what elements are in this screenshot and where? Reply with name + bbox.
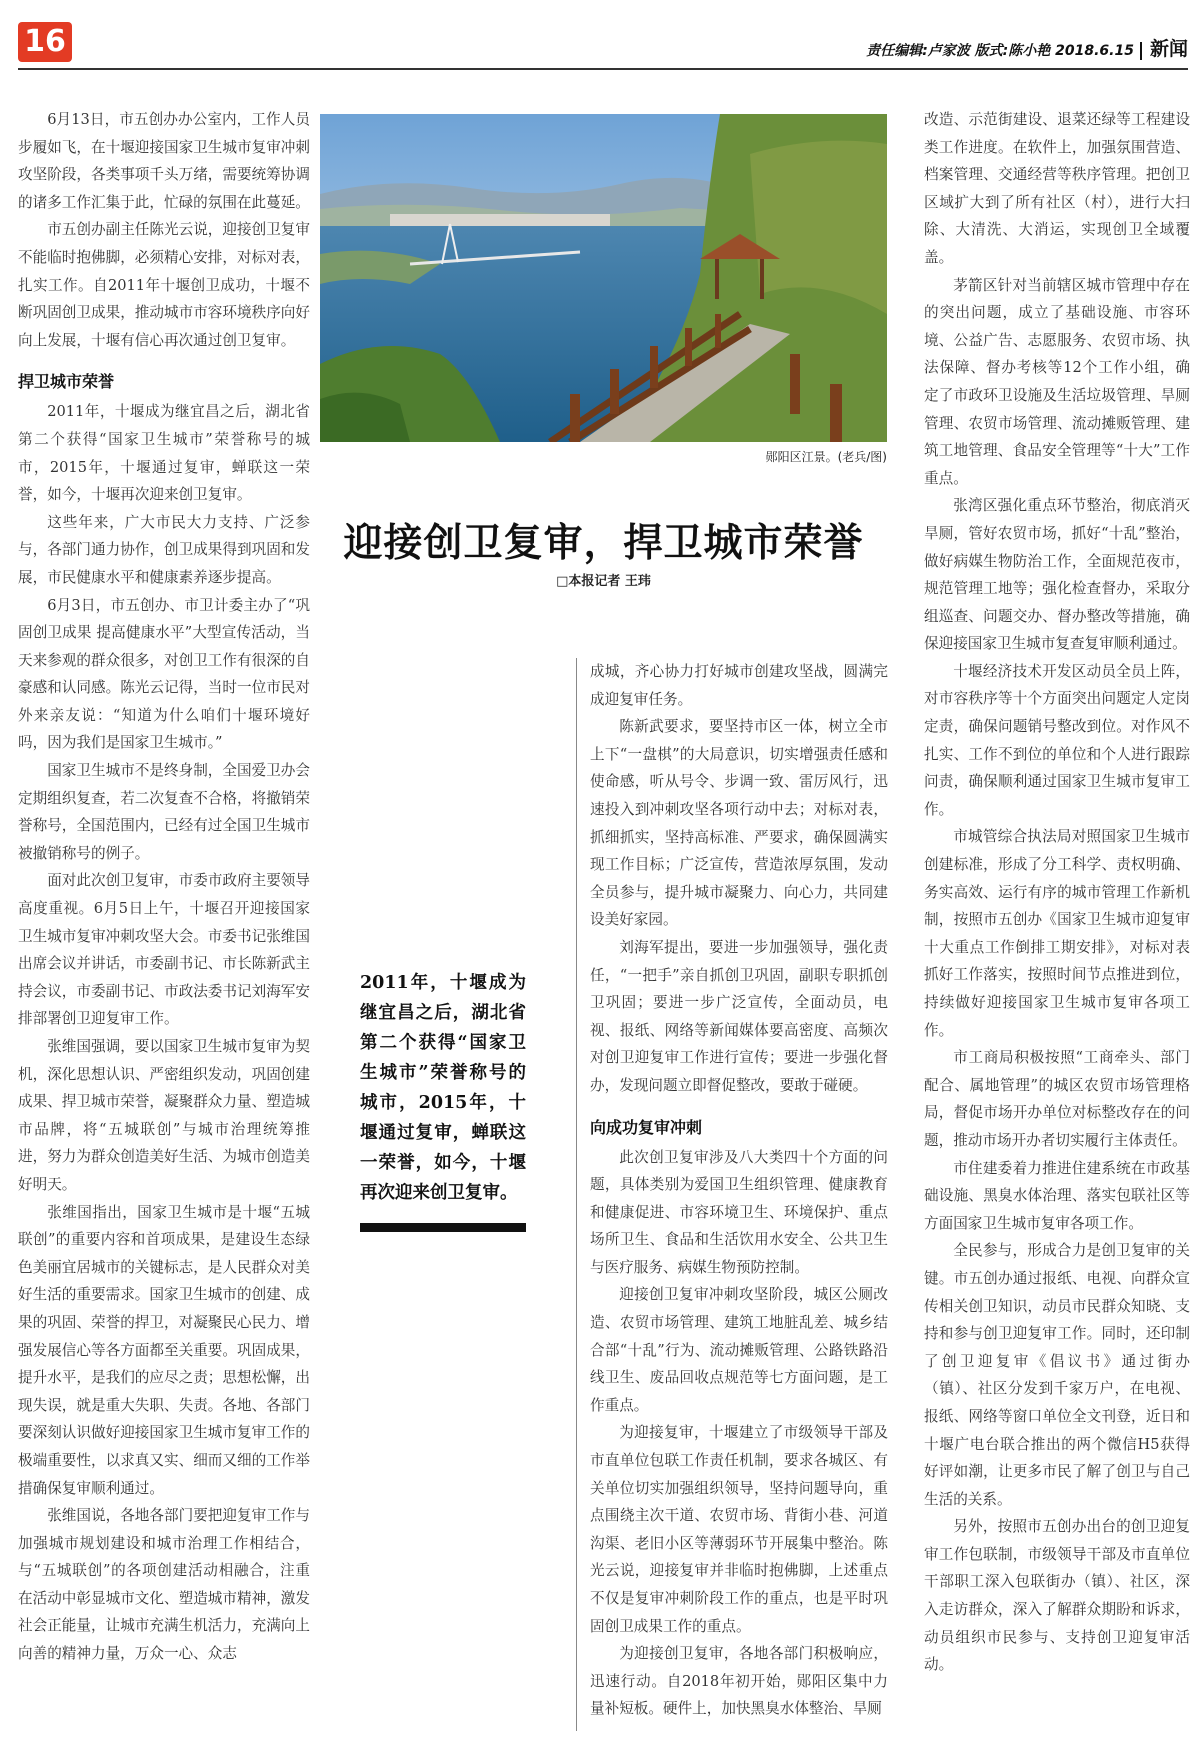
paragraph: 另外，按照市五创办出台的创卫迎复审工作包联制，市级领导干部及市直单位干部职工深入包联街办（镇）、社区，深入走访群众，深入了解群众期盼和诉求，动员组织市民参与、支持创卫迎复审活动。: [924, 1518, 1190, 1674]
header-divider: [1140, 42, 1142, 60]
editor-info: 责任编辑:卢家波 版式:陈小艳 2018.6.15: [866, 43, 1134, 59]
paragraph: 茅箭区针对当前辖区城市管理中存在的突出问题，成立了基础设施、市容环境、公益广告、志愿服务、农贸市场、执法保障、督办考核等12个工作小组，确定了市政环卫设施及生活垃圾管理、旱厕管理、农贸市场管理、流动摊贩管理、建筑工地管理、食品安全管理等“十大”工作重点。: [924, 276, 1190, 487]
subheading: 捍卫城市荣誉: [18, 372, 115, 392]
header-info: [866, 34, 1188, 61]
paragraph: 陈新武要求，要坚持市区一体，树立全市上下“一盘棋”的大局意识，切实增强责任感和使命感，听从号令、步调一致、雷厉风行，迅速投入到冲刺攻坚各项行动中去；对标对表，抓细抓实，坚持高标准、严要求，确保圆满实现工作目标；广泛宣传，营造浓厚氛围，发动全员参与，提升城市凝聚力、向心力，共同建设美好家园。: [590, 718, 888, 929]
article-headline: 迎接创卫复审，捍卫城市荣誉: [343, 520, 864, 566]
paragraph: 张维国指出，国家卫生城市是十堰“五城联创”的重要内容和首项成果，是建设生态绿色美丽宜居城市的关键标志，是人民群众对美好生活的重要需求。国家卫生城市的创建、成果的巩固、荣誉的捍卫，对凝聚民心民力、增强发展信心等各方面都至关重要。巩固成果，提升水平，是我们的应尽之责；思想松懈，出现失误，就是重大失职、失责。各地、各部门要深刻认识做好迎接国家卫生城市复审工作的极端重要性，以求真又实、细而又细的工作举措确保复审顺利通过。: [18, 1203, 310, 1497]
paragraph: 全民参与，形成合力是创卫复审的关键。市五创办通过报纸、电视、向群众宣传相关创卫知识，动员市民群众知晓、支持和参与创卫迎复审工作。同时，还印制了创卫迎复审《倡议书》通过街办（镇）、社区分发到千家万户，在电视、报纸、网络等窗口单位全文刊登，近日和十堰广电台联合推出的两个微信H5获得好评如潮，让更多市民了解了创卫与自己生活的关系。: [924, 1242, 1190, 1508]
paragraph: 十堰经济技术开发区动员全员上阵，对市容秩序等十个方面突出问题定人定岗定责，确保问题销号整改到位。对作风不扎实、工作不到位的单位和个人进行跟踪问责，确保顺利通过国家卫生城市复审工作。: [924, 662, 1190, 818]
subheading: 向成功复审冲刺: [590, 1117, 703, 1137]
pull-quote-bar: [360, 1223, 526, 1232]
section-name: 新闻: [1149, 38, 1188, 60]
paragraph: 迎接创卫复审冲刺攻坚阶段，城区公厕改造、农贸市场管理、建筑工地脏乱差、城乡结合部“十乱”行为、流动摊贩管理、公路铁路沿线卫生、废品回收点规范等七方面问题，是工作重点。: [590, 1286, 888, 1414]
paragraph: 此次创卫复审涉及八大类四十个方面的问题，具体类别为爱国卫生组织管理、健康教育和健康促进、市容环境卫生、环境保护、重点场所卫生、食品和生活饮用水安全、公共卫生与医疗服务、病媒生物预防控制。: [590, 1148, 888, 1276]
paragraph: 为迎接复审，十堰建立了市级领导干部及市直单位包联工作责任机制，要求各城区、有关单位切实加强组织领导，坚持问题导向，重点围绕主次干道、农贸市场、背街小巷、河道沟渠、老旧小区等薄弱环节开展集中整治。陈光云说，迎接复审并非临时抱佛脚，上述重点不仅是复审冲刺阶段工作的重点，也是平时巩固创卫成果工作的重点。: [590, 1424, 888, 1635]
paragraph: 6月13日，市五创办办公室内，工作人员步履如飞，在十堰迎接国家卫生城市复审冲刺攻坚阶段，各类事项千头万绪，需要统筹协调的诸多工作汇集于此，忙碌的氛围在此蔓延。: [18, 111, 310, 211]
paragraph: 市五创办副主任陈光云说，迎接创卫复审不能临时抱佛脚，必须精心安排，对标对表，扎实工作。自2011年十堰创卫成功，十堰不断巩固创卫成果，推动城市市容环境秩序向好向上发展，十堰有信心再次通过创卫复审。: [18, 221, 310, 349]
paragraph: 改造、示范街建设、退菜还绿等工程建设类工作进度。在软件上，加强氛围营造、档案管理、交通经营等秩序管理。把创卫区域扩大到了所有社区（村），进行大扫除、大清洗、大消运，实现创卫全域覆盖。: [924, 111, 1190, 266]
article-column-4: [924, 106, 1190, 1731]
paragraph: 刘海军提出，要进一步加强领导，强化责任，“一把手”亲自抓创卫巩固，副职专职抓创卫巩固；要进一步广泛宣传，全面动员，电视、报纸、网络等新闻媒体要高密度、高频次对创卫迎复审工作进行宣传；要进一步强化督办，发现问题立即督促整改，要敢于碰硬。: [590, 938, 888, 1094]
news-photo: [320, 114, 887, 442]
paragraph: 面对此次创卫复审，市委市政府主要领导高度重视。6月5日上午，十堰召开迎接国家卫生城市复审冲刺攻坚大会。市委书记张维国出席会议并讲话，市委副书记、市长陈新武主持会议，市委副书记、市政法委书记刘海军安排部署创卫迎复审工作。: [18, 872, 310, 1028]
article-byline: □本报记者 王玮: [556, 574, 651, 589]
paragraph: 市城管综合执法局对照国家卫生城市创建标准，形成了分工科学、责权明确、务实高效、运行有序的城市管理工作新机制，按照市五创办《国家卫生城市迎复审十大重点工作倒排工期安排》，对标对表抓好工作落实，按照时间节点推进到位，持续做好迎接国家卫生城市复审各项工作。: [924, 828, 1190, 1039]
pull-quote: 2011年，十堰成为继宜昌之后，湖北省第二个获得“国家卫生城市”荣誉称号的城市，2015年，十堰通过复审，蝉联这一荣誉，如今，十堰再次迎来创卫复审。: [360, 973, 526, 1203]
article-column-3: [590, 658, 888, 1731]
paragraph: 张维国强调，要以国家卫生城市复审为契机，深化思想认识、严密组织发动，巩固创建成果、捍卫城市荣誉，凝聚群众力量、塑造城市品牌，将“五城联创”与城市治理统筹推进，努力为群众创造美好生活、为城市创造美好明天。: [18, 1038, 310, 1193]
paragraph: 国家卫生城市不是终身制，全国爱卫办会定期组织复查，若二次复查不合格，将撤销荣誉称号，全国范围内，已经有过全国卫生城市被撤销称号的例子。: [18, 762, 310, 862]
header-rule: [18, 68, 1188, 70]
column-divider: [576, 658, 577, 1731]
paragraph: 市工商局积极按照“工商牵头、部门配合、属地管理”的城区农贸市场管理格局，督促市场开办单位对标整改存在的问题，推动市场开办者切实履行主体责任。: [924, 1049, 1190, 1149]
paragraph: 为迎接创卫复审，各地各部门积极响应，迅速行动。自2018年初开始，郧阳区集中力量补短板。硬件上，加快黑臭水体整治、旱厕: [590, 1645, 888, 1718]
river-landscape-image: [320, 114, 887, 442]
page-number: 16: [18, 22, 72, 62]
paragraph: 成城，齐心协力打好城市创建攻坚战，圆满完成迎复审任务。: [590, 663, 888, 708]
paragraph: 6月3日，市五创办、市卫计委主办了“巩固创卫成果 提高健康水平”大型宣传活动，当天来参观的群众很多，对创卫工作有很深的自豪感和认同感。陈光云记得，当时一位市民对外来亲友说：“知道为什么咱们十堰环境好吗，因为我们是国家卫生城市。”: [18, 596, 310, 752]
article-column-1: [18, 106, 310, 1731]
paragraph: 张湾区强化重点环节整治，彻底消灭旱厕，管好农贸市场，抓好“十乱”整治，做好病媒生物防治工作，全面规范夜市，规范管理工地等；强化检查督办，采取分组巡查、问题交办、督办整改等措施，确保迎接国家卫生城市复查复审顺利通过。: [924, 497, 1190, 653]
paragraph: 张维国说，各地各部门要把迎复审工作与加强城市规划建设和城市治理工作相结合，与“五城联创”的各项创建活动相融合，注重在活动中彰显城市文化、塑造城市精神，激发社会正能量，让城市充满生机活力，充满向上向善的精神力量，万众一心、众志: [18, 1507, 310, 1663]
photo-caption: 郧阳区江景。(老兵/图): [765, 450, 887, 464]
paragraph: 市住建委着力推进住建系统在市政基础设施、黑臭水体治理、落实包联社区等方面国家卫生城市复审各项工作。: [924, 1159, 1190, 1232]
paragraph: 这些年来，广大市民大力支持、广泛参与，各部门通力协作，创卫成果得到巩固和发展，市民健康水平和健康素养逐步提高。: [18, 513, 310, 586]
paragraph: 2011年，十堰成为继宜昌之后，湖北省第二个获得“国家卫生城市”荣誉称号的城市，2015年，十堰通过复审，蝉联这一荣誉，如今，十堰再次迎来创卫复审。: [18, 403, 310, 504]
